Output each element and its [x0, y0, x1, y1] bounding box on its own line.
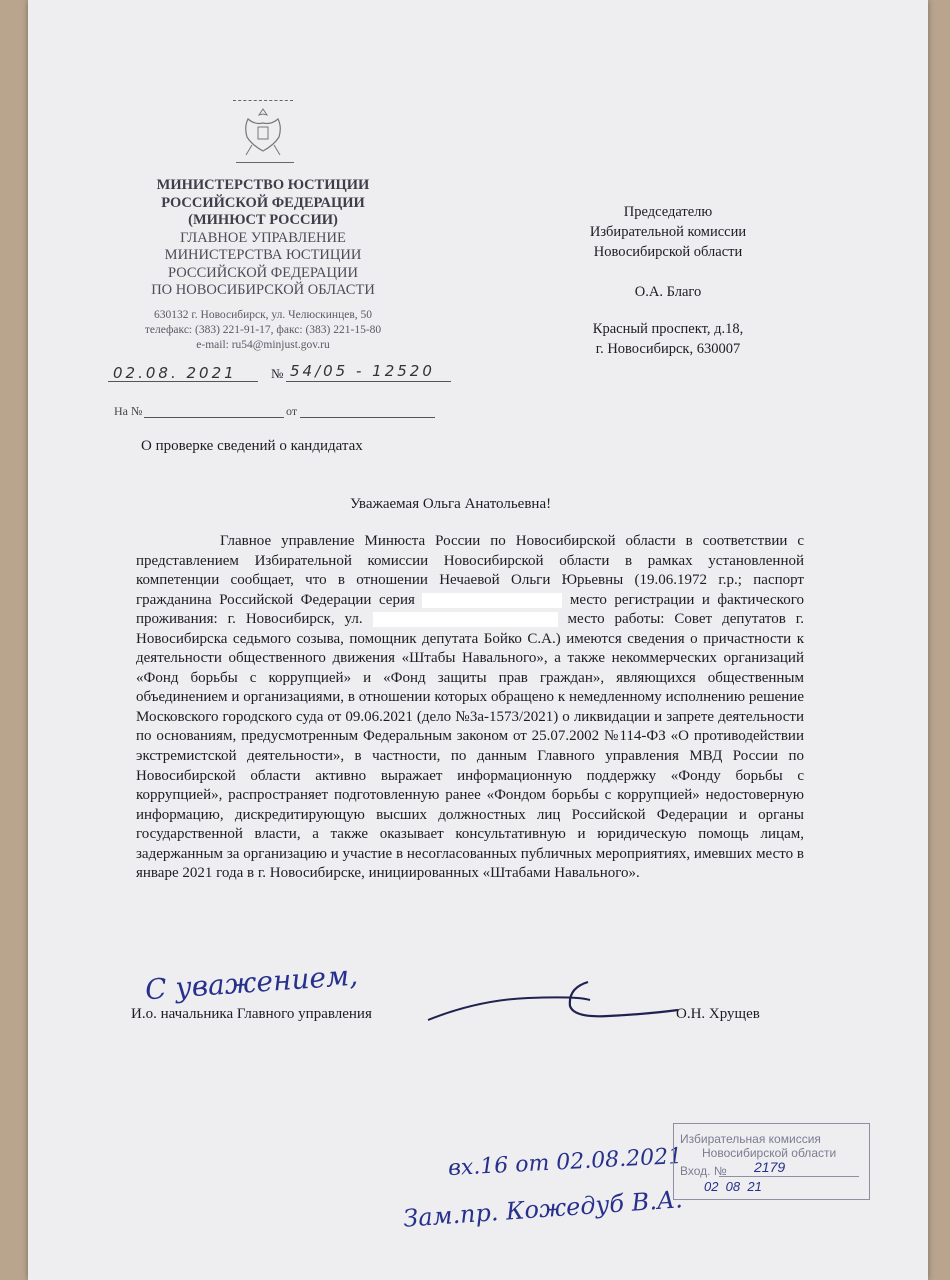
redacted-address: [373, 612, 558, 627]
sender-organization: [118, 177, 408, 353]
stamp-date: 02 08 21: [704, 1179, 762, 1194]
recipient-name: О.А. Благо: [634, 284, 702, 300]
coat-of-arms-emblem: [238, 105, 288, 159]
recipient-block: [538, 202, 798, 359]
reference-number-line: [144, 417, 284, 418]
document-page: [28, 0, 928, 1280]
stamp-in-label: Вход. №: [680, 1164, 727, 1178]
sender-phones: телефакс: (383) 221-91-17, факс: (383) 221-15-80: [144, 323, 382, 336]
body-text-part: место работы: Совет депутатов г. Новосибирска седьмого созыва, помощник депутата Бойко С.А.) имеются сведения о причастности к деятельности общественного движения «Штабы Навального», а также некоммерческих организаций «Фонд борьбы с коррупцией» и «Фонд защиты прав граждан», являющихся общественным объединением и организациями, в отношении которых обращено к немедленному исполнению решение Московского городского суда от 09.06.2021 (дело №3а-1573/2021) о ликвидации и запрете деятельности по основаниям, предусмотренным Федеральным законом от 25.07.2002 №114-ФЗ «О противодействии экстремистской деятельности», в частности, по данным Главного управления МВД России по Новосибирской области активно выражает информационную поддержку «Фонду борьбы с коррупцией», распространяет подготовленную ранее «Фондом борьбы с коррупцией» недостоверную информацию, дискредитирующую высших должностных лиц Российской Федерации и органы государственной власти, а также оказывает консультативную и юридическую помощь лицам, задержанным за организацию и участие в несогласованных публичных мероприятиях, имевших место в январе 2021 года в г. Новосибирске, инициированных «Штабами Навального».: [136, 611, 805, 882]
redacted-passport: [422, 593, 562, 608]
signature: [358, 970, 688, 1030]
recipient-line: Новосибирской области: [593, 244, 743, 260]
stamp-in-number: 2179: [754, 1159, 786, 1175]
recipient-line: Избирательной комиссии: [589, 224, 747, 240]
number-sign: №: [271, 366, 284, 381]
reference-prefix: На №: [114, 404, 143, 418]
date-underline: [108, 381, 258, 382]
recipient-line: Председателю: [623, 204, 713, 220]
org-line: ГЛАВНОЕ УПРАВЛЕНИЕ: [180, 229, 346, 246]
number-underline: [286, 381, 451, 382]
handwritten-regards: С уважением,: [144, 958, 360, 1007]
letter-body: [136, 532, 804, 884]
assignee-annotation: Зам.пр. Кожедуб В.А.: [402, 1185, 684, 1233]
outgoing-date: 02.08. 2021: [113, 364, 237, 382]
body-text-part: Главное управление Минюста России по Новосибирской области в соответствии с представлением Избирательной комиссии Новосибирской области в рамках установленной компетенции сообщает, что в отношении Нечаевой Ольги Юрьевны (19.06.1972 г.р.; паспорт гражданина Российской Федерации серия: [136, 533, 804, 608]
salutation: Уважаемая Ольга Анатольевна!: [350, 496, 552, 512]
org-line: РОССИЙСКОЙ ФЕДЕРАЦИИ: [168, 264, 358, 281]
stamp-number-line: [719, 1176, 859, 1177]
subject-line: О проверке сведений о кандидатах: [141, 438, 363, 454]
signatory-title: И.о. начальника Главного управления: [131, 1006, 372, 1022]
stamp-line: Избирательная комиссия: [680, 1132, 821, 1146]
emblem-bottom-rule: [236, 162, 294, 163]
body-paragraph: [136, 532, 804, 884]
recipient-address-line: Красный проспект, д.18,: [592, 321, 744, 337]
incoming-annotation: вх.16 от 02.08.2021: [447, 1143, 683, 1182]
org-line: МИНИСТЕРСТВО ЮСТИЦИИ: [156, 177, 370, 193]
org-line: РОССИЙСКОЙ ФЕДЕРАЦИИ: [161, 194, 365, 211]
signatory-name: О.Н. Хрущев: [676, 1006, 760, 1022]
emblem-top-rule: [233, 100, 293, 101]
org-line: МИНИСТЕРСТВА ЮСТИЦИИ: [164, 247, 362, 263]
stamp-line: Новосибирской области: [702, 1146, 837, 1160]
sender-email: e-mail: ru54@minjust.gov.ru: [196, 338, 330, 351]
sender-address: 630132 г. Новосибирск, ул. Челюскинцев, 50: [153, 308, 373, 321]
recipient-address-line: г. Новосибирск, 630007: [595, 341, 741, 357]
registration-stamp: [673, 1123, 870, 1200]
outgoing-number: 54/05 - 12520: [290, 362, 435, 380]
org-line: ПО НОВОСИБИРСКОЙ ОБЛАСТИ: [151, 282, 375, 298]
reference-date-line: [300, 417, 435, 418]
reference-from-label: от: [286, 404, 298, 418]
body-text-part: место регистрации и фактического проживания: г. Новосибирск, ул.: [136, 591, 804, 628]
org-line: (МИНЮСТ РОССИИ): [188, 212, 338, 228]
